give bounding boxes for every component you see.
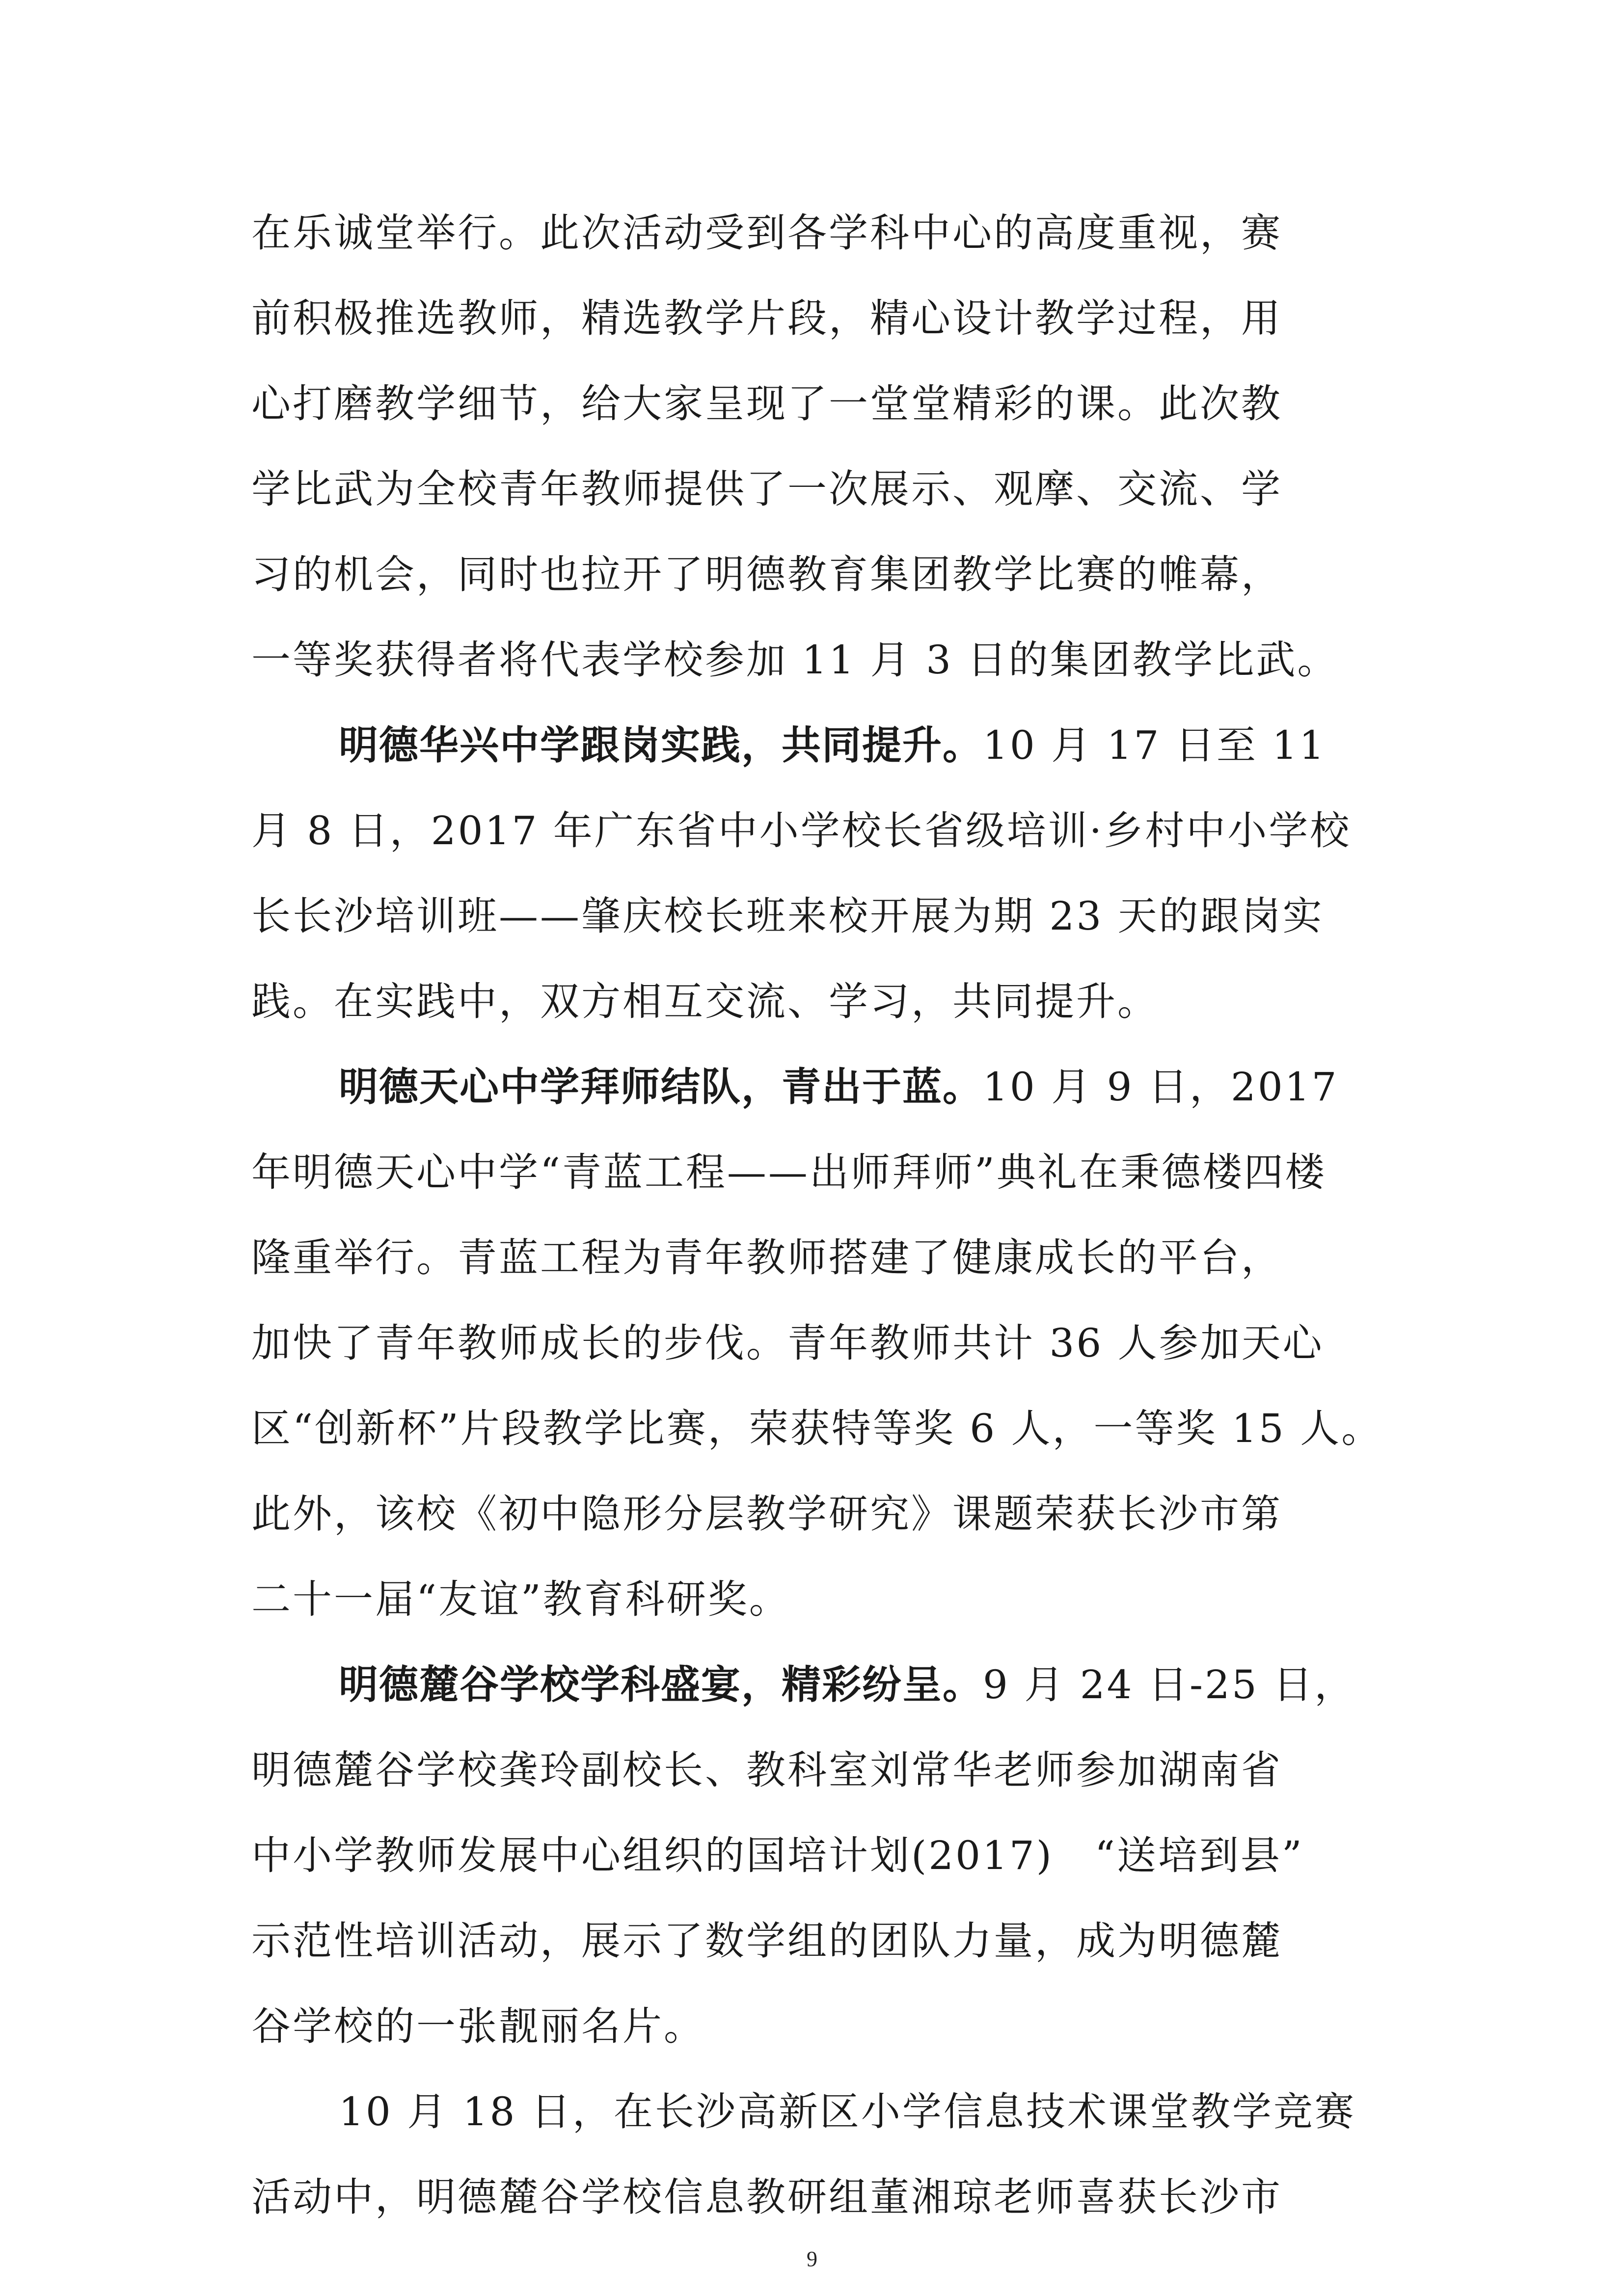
section-first-line (339, 1063, 1339, 1112)
body-line: 活动中，明德麓谷学校信息教研组董湘琼老师喜获长沙市 (251, 2174, 1282, 2220)
section-heading: 明德华兴中学跟岗实践，共同提升。 (339, 722, 983, 768)
body-line: 二十一届“友谊”教育科研奖。 (251, 1576, 790, 1622)
section-first-line-text: 10 月 17 日至 11 (983, 722, 1326, 768)
body-line: 长长沙培训班——肇庆校长班来校开展为期 23 天的跟岗实 (251, 893, 1324, 939)
body-line: 区“创新杯”片段教学比赛，荣获特等奖 6 人，一等奖 15 人。 (251, 1406, 1383, 1451)
body-line: 习的机会，同时也拉开了明德教育集团教学比赛的帷幕， (251, 552, 1282, 597)
body-line: 心打磨教学细节，给大家呈现了一堂堂精彩的课。此次教 (251, 381, 1282, 427)
body-line: 示范性培训活动，展示了数学组的团队力量，成为明德麓 (251, 1918, 1282, 1964)
body-line: 此外，该校《初中隐形分层教学研究》课题荣获长沙市第 (251, 1491, 1282, 1537)
paragraph-first-line: 10 月 18 日，在长沙高新区小学信息技术课堂教学竞赛 (339, 2089, 1356, 2135)
body-line: 加快了青年教师成长的步伐。青年教师共计 36 人参加天心 (251, 1320, 1324, 1366)
body-line: 前积极推选教师，精选教学片段，精心设计教学过程，用 (251, 295, 1282, 341)
section-heading: 明德天心中学拜师结队，青出于蓝。 (339, 1064, 983, 1110)
body-line: 在乐诚堂举行。此次活动受到各学科中心的高度重视，赛 (251, 210, 1282, 256)
section-heading: 明德麓谷学校学科盛宴，精彩纷呈。 (339, 1662, 983, 1708)
body-line: 隆重举行。青蓝工程为青年教师搭建了健康成长的平台， (251, 1235, 1282, 1281)
body-line: 践。在实践中，双方相互交流、学习，共同提升。 (251, 979, 1159, 1024)
body-line: 年明德天心中学“青蓝工程——出师拜师”典礼在秉德楼四楼 (251, 1149, 1326, 1195)
body-line: 一等奖获得者将代表学校参加 11 月 3 日的集团教学比武。 (251, 637, 1339, 683)
section-first-line (339, 1660, 1355, 1709)
page-number: 9 (807, 2247, 817, 2271)
body-line: 中小学教师发展中心组织的国培计划(2017) “送培到县” (251, 1833, 1304, 1878)
body-line: 谷学校的一张靓丽名片。 (251, 2003, 705, 2049)
section-first-line-text: 9 月 24 日-25 日， (983, 1662, 1356, 1708)
body-line: 明德麓谷学校龚玲副校长、教科室刘常华老师参加湖南省 (251, 1747, 1282, 1793)
section-first-line-text: 10 月 9 日，2017 (983, 1064, 1339, 1110)
section-first-line (339, 721, 1326, 770)
body-line: 学比武为全校青年教师提供了一次展示、观摩、交流、学 (251, 466, 1282, 512)
body-line: 月 8 日，2017 年广东省中小学校长省级培训·乡村中小学校 (251, 808, 1352, 854)
